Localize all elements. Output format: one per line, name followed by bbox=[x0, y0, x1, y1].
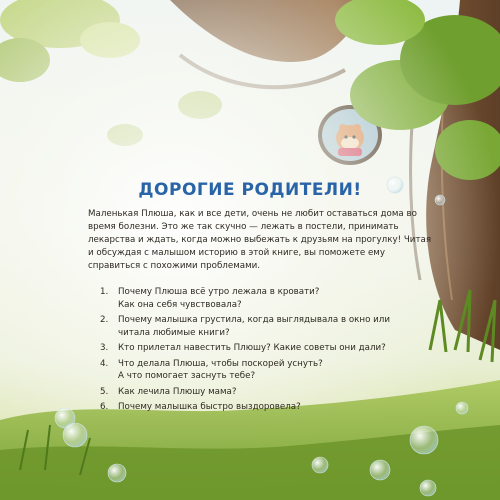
list-item bbox=[100, 386, 420, 399]
list-item bbox=[100, 401, 420, 414]
list-item-number: 1. bbox=[100, 287, 109, 297]
list-item bbox=[100, 286, 420, 311]
list-item-text: Почему малышка грустила, когда выглядывала в окно или читала любимые книги? bbox=[118, 315, 390, 338]
question-list bbox=[100, 286, 420, 417]
list-item-text: Как лечила Плюшу мама? bbox=[118, 386, 237, 397]
list-item-number: 4. bbox=[100, 358, 109, 369]
list-item-number: 6. bbox=[100, 402, 109, 412]
list-item-text: Кто прилетал навестить Плюшу? Какие советы они дали? bbox=[118, 343, 386, 353]
page-title: ДОРОГИЕ РОДИТЕЛИ! bbox=[138, 180, 362, 200]
intro-paragraph: Маленькая Плюша, как и все дети, очень не любит оставаться дома во время болезни. Это же так скучно — лежать в постели, принимать лекарства и ждать, когда можно выбежать к друзьям на прогулку! Читая и обсуждая с малышом историю в этой книге, вы поможете ему справиться с похожими проблемами. bbox=[88, 209, 432, 271]
list-item-text: Почему Плюша всё утро лежала в кровати? bbox=[118, 287, 320, 297]
list-item-number: 5. bbox=[100, 386, 109, 397]
list-item-text: Что делала Плюша, чтобы поскорей уснуть? bbox=[118, 358, 323, 369]
list-item-subtext: Как она себя чувствовала? bbox=[118, 299, 242, 310]
list-item-number: 2. bbox=[100, 315, 109, 325]
list-item-number: 3. bbox=[100, 343, 109, 353]
list-item bbox=[100, 342, 420, 355]
list-item-text: Почему малышка быстро выздоровела? bbox=[118, 402, 301, 412]
list-item bbox=[100, 358, 420, 383]
list-item-subtext: А что помогает заснуть тебе? bbox=[118, 371, 256, 381]
list-item bbox=[100, 314, 420, 339]
